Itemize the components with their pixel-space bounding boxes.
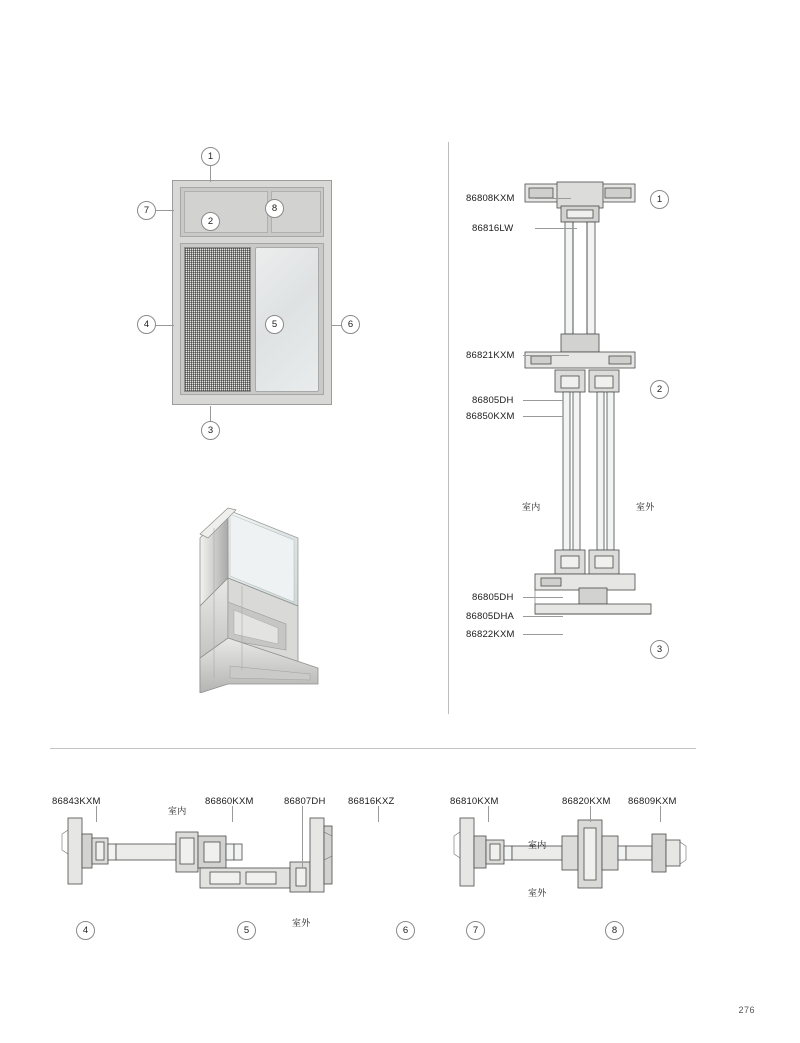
bottom-callout-4[interactable]: 4 <box>76 921 95 940</box>
vertical-section-svg <box>505 170 675 690</box>
indoor-label-vertical: 室内 <box>522 503 541 513</box>
label-86860kxm: 86860KXM <box>205 796 254 807</box>
bottom-callout-6[interactable]: 6 <box>396 921 415 940</box>
label-86805dh-upper: 86805DH <box>472 395 514 406</box>
label-86805dh-lower: 86805DH <box>472 592 514 603</box>
corner-3d-svg <box>190 498 340 693</box>
leader-86850kxm <box>523 416 563 417</box>
horizontal-section-left-svg <box>60 810 420 910</box>
label-86805dha: 86805DHA <box>466 611 515 622</box>
label-86843kxm: 86843KXM <box>52 796 101 807</box>
section-divider <box>50 748 696 749</box>
leader-line-4 <box>156 325 174 326</box>
transom-left-pane <box>184 191 268 233</box>
leader-86820kxm <box>590 806 591 822</box>
label-86821kxm: 86821KXM <box>466 350 515 361</box>
leader-line-3 <box>210 406 211 422</box>
sliding-glass-pane <box>255 247 319 392</box>
horizontal-section-right <box>452 810 682 900</box>
corner-3d-render <box>190 498 340 693</box>
window-transom-section <box>180 187 324 237</box>
label-86807dh: 86807DH <box>284 796 326 807</box>
callout-2[interactable]: 2 <box>201 212 220 231</box>
outdoor-label-right: 室外 <box>528 889 547 899</box>
label-86810kxm: 86810KXM <box>450 796 499 807</box>
label-86808kxm: 86808KXM <box>466 193 515 204</box>
section-callout-2[interactable]: 2 <box>650 380 669 399</box>
leader-86843kxm <box>96 806 97 822</box>
label-86816kxz: 86816KXZ <box>348 796 395 807</box>
page-number: 276 <box>738 1005 755 1015</box>
indoor-label-left: 室内 <box>168 807 187 817</box>
callout-7[interactable]: 7 <box>137 201 156 220</box>
leader-86808kxm <box>535 198 571 199</box>
callout-6[interactable]: 6 <box>341 315 360 334</box>
leader-86810kxm <box>488 806 489 822</box>
label-86820kxm: 86820KXM <box>562 796 611 807</box>
section-callout-1[interactable]: 1 <box>650 190 669 209</box>
callout-4[interactable]: 4 <box>137 315 156 334</box>
label-86816lw: 86816LW <box>472 223 514 234</box>
label-86850kxm: 86850KXM <box>466 411 515 422</box>
insect-screen-pane <box>184 247 251 392</box>
horizontal-section-right-svg <box>452 810 687 910</box>
callout-8[interactable]: 8 <box>265 199 284 218</box>
leader-86805dha <box>523 616 563 617</box>
leader-86822kxm <box>523 634 563 635</box>
window-elevation-drawing <box>172 180 332 405</box>
leader-line-7 <box>156 210 174 211</box>
leader-86805dh-upper <box>523 400 563 401</box>
leader-86805dh-lower <box>523 597 563 598</box>
label-86822kxm: 86822KXM <box>466 629 515 640</box>
callout-5[interactable]: 5 <box>265 315 284 334</box>
horizontal-section-left <box>60 810 415 900</box>
leader-86816lw <box>535 228 577 229</box>
window-lower-section <box>180 243 324 395</box>
indoor-label-right: 室内 <box>528 841 547 851</box>
bottom-callout-5[interactable]: 5 <box>237 921 256 940</box>
callout-3[interactable]: 3 <box>201 421 220 440</box>
leader-86821kxm <box>523 355 569 356</box>
leader-line-1 <box>210 166 211 182</box>
callout-1[interactable]: 1 <box>201 147 220 166</box>
bottom-callout-8[interactable]: 8 <box>605 921 624 940</box>
vertical-section-drawing <box>505 170 665 680</box>
leader-86816kxz <box>378 806 379 822</box>
outdoor-label-left: 室外 <box>292 919 311 929</box>
label-86809kxm: 86809KXM <box>628 796 677 807</box>
leader-86807dh <box>302 806 303 868</box>
section-callout-3[interactable]: 3 <box>650 640 669 659</box>
leader-86809kxm <box>660 806 661 822</box>
outdoor-label-vertical: 室外 <box>636 503 655 513</box>
leader-86860kxm <box>232 806 233 822</box>
bottom-callout-7[interactable]: 7 <box>466 921 485 940</box>
column-divider <box>448 142 449 714</box>
